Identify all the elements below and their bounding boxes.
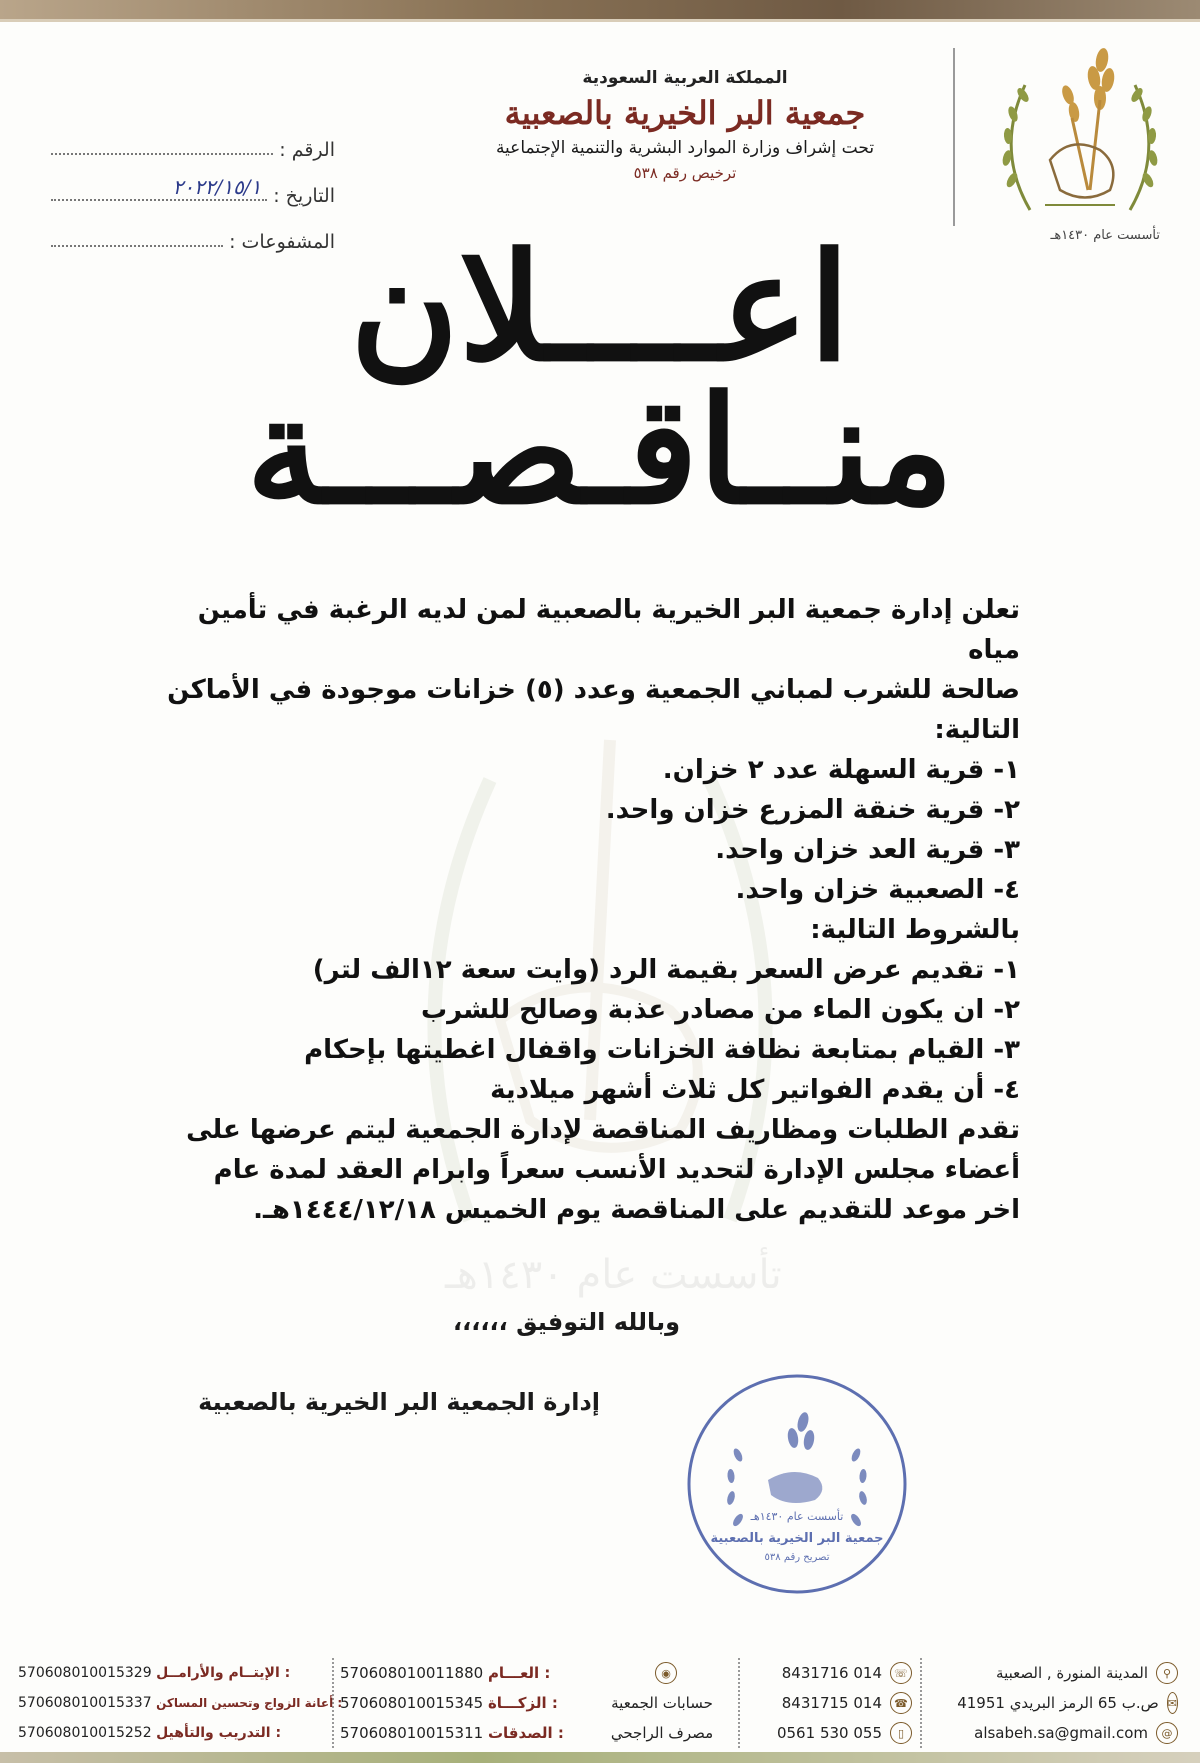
footer-mobile-row	[752, 1718, 912, 1748]
footer-email[interactable]: alsabeh.sa@gmail.com	[974, 1724, 1148, 1742]
announcement-body	[150, 590, 1020, 1230]
fax-icon: ☎	[890, 1692, 912, 1714]
account-row	[18, 1718, 330, 1748]
top-decorative-band	[0, 0, 1200, 22]
country-name: المملكة العربية السعودية	[582, 68, 788, 88]
account-number: 570608010015311	[340, 1724, 484, 1742]
footer-mobile: 055 530 0561	[776, 1724, 882, 1742]
account-number: 570608010011880	[340, 1664, 484, 1682]
announcement-title: اعــــلان	[350, 220, 850, 394]
bottom-decorative-band	[0, 1752, 1200, 1763]
footer-address-row	[968, 1658, 1178, 1688]
footer-phone-column	[752, 1658, 912, 1748]
intro-line-3: التالية:	[934, 715, 1020, 745]
footer-accounts-column-2	[18, 1658, 343, 1748]
bank-logo-icon: ◉	[655, 1662, 677, 1684]
account-number: 570608010015329	[18, 1665, 152, 1681]
phone-icon: ☏	[890, 1662, 912, 1684]
account-number: 570608010015252	[18, 1725, 152, 1741]
place-item: ٣- قرية العد خزان واحد.	[715, 835, 1020, 865]
bank-name: مصرف الراجحي	[610, 1724, 714, 1742]
tender-title: منــاقـصـــة	[246, 363, 954, 537]
attachments-label: المشفوعات :	[229, 231, 335, 253]
footer-address: المدينة المنورة , الصعبية	[996, 1664, 1148, 1682]
license-number: ترخيص رقم ٥٣٨	[633, 164, 737, 182]
wheat-wreath-logo-icon	[990, 40, 1170, 240]
stamp-name-text: جمعية البر الخيرية بالصعبية	[710, 1531, 884, 1546]
account-row	[18, 1658, 330, 1688]
account-label: التدريب والتأهيل :	[156, 1725, 282, 1741]
account-label: الإيتــام والأرامــل :	[156, 1665, 291, 1681]
letterhead	[0, 40, 1200, 253]
condition-item: ٢- ان يكون الماء من مصادر عذبة وصالح للشرب	[421, 995, 1020, 1025]
number-field	[45, 115, 335, 161]
at-sign-icon: @	[1156, 1722, 1178, 1744]
footer-accounts-column-1	[340, 1658, 588, 1748]
organization-block	[425, 68, 945, 182]
intro-line-1: تعلن إدارة جمعية البر الخيرية بالصعبية لمن لديه الرغبة في تأمين مياه	[197, 595, 1020, 665]
date-field	[45, 161, 335, 207]
footer-bank-icon-row	[592, 1658, 732, 1688]
place-item: ١- قرية السهلة عدد ٢ خزان.	[662, 755, 1020, 785]
condition-item: ٤- أن يقدم الفواتير كل ثلاث أشهر ميلادية	[490, 1075, 1020, 1105]
condition-item: ١- تقديم عرض السعر بقيمة الرد (وايت سعة ١٢الف لتر)	[312, 955, 1020, 985]
deadline-line: اخر موعد للتقديم على المناقصة يوم الخميس ١٤٤٤/١٢/١٨هـ.	[253, 1195, 1020, 1225]
mobile-phone-icon: ▯	[890, 1722, 912, 1744]
closing-phrase: وبالله التوفيق ،،،،،،	[453, 1308, 680, 1336]
account-label: أعانة الزواج وتحسين المساكن :	[156, 1696, 343, 1710]
header-divider	[953, 48, 955, 226]
conditions-heading: بالشروط التالية:	[810, 915, 1020, 945]
date-dotted-line	[51, 175, 267, 201]
number-label: الرقم :	[279, 139, 335, 161]
footer-phone1-row	[752, 1658, 912, 1688]
submission-line-1: تقدم الطلبات ومظاريف المناقصة لإدارة الجمعية ليتم عرضها على	[186, 1115, 1020, 1145]
supervision-line: تحت إشراف وزارة الموارد البشرية والتنمية الإجتماعية	[495, 138, 875, 158]
stamp-license-text: تصريح رقم ٥٣٨	[764, 1552, 830, 1563]
account-number: 570608010015337	[18, 1695, 152, 1711]
watermark-caption: تأسست عام ١٤٣٠هـ	[445, 1252, 782, 1298]
footer-phone2-row	[752, 1688, 912, 1718]
logo-caption: تأسست عام ١٤٣٠هـ	[1050, 228, 1160, 243]
account-row	[340, 1688, 588, 1718]
footer-email-row	[968, 1718, 1178, 1748]
mailbox-icon: ✉	[1167, 1692, 1178, 1714]
date-label: التاريخ :	[273, 185, 335, 207]
footer-separator	[738, 1658, 741, 1748]
place-item: ٤- الصعبية خزان واحد.	[735, 875, 1020, 905]
accounts-title: حسابات الجمعية	[611, 1694, 713, 1712]
account-label: الزكـــاة :	[487, 1694, 558, 1712]
number-dotted-line	[51, 139, 273, 155]
letter-footer	[0, 1640, 1200, 1758]
footer-address-column	[957, 1658, 1178, 1748]
submission-line-2: أعضاء مجلس الإدارة لتحديد الأنسب سعراً وابرام العقد لمدة عام	[213, 1155, 1020, 1185]
location-pin-icon: ⚲	[1156, 1662, 1178, 1684]
intro-line-2: صالحة للشرب لمباني الجمعية وعدد (٥) خزانات موجودة في الأماكن	[167, 675, 1020, 705]
account-number: 570608010015345	[340, 1694, 484, 1712]
handwritten-date: ٢٠٢٢/١٥/١	[172, 175, 262, 199]
footer-phone1: 014 8431716	[781, 1664, 882, 1682]
stamp-year-text: تأسست عام ١٤٣٠هـ	[750, 1510, 844, 1523]
account-label: العـــام :	[487, 1664, 551, 1682]
account-row	[18, 1688, 343, 1718]
organization-name: جمعية البر الخيرية بالصعبية	[504, 94, 866, 132]
place-item: ٢- قرية خنقة المزرع خزان واحد.	[605, 795, 1020, 825]
account-row	[340, 1658, 588, 1688]
account-label: الصدقات :	[487, 1724, 564, 1742]
condition-item: ٣- القيام بمتابعة نظافة الخزانات واقفال اغطيتها بإحكام	[304, 1035, 1020, 1065]
official-stamp-icon	[683, 1370, 911, 1598]
footer-separator	[920, 1658, 923, 1748]
footer-phone2: 014 8431715	[781, 1694, 882, 1712]
footer-pobox: ص.ب 65 الرمز البريدي 41951	[957, 1694, 1159, 1712]
footer-pobox-row	[957, 1688, 1178, 1718]
footer-bank-column	[592, 1658, 732, 1748]
account-row	[340, 1718, 588, 1748]
signature-line: إدارة الجمعية البر الخيرية بالصعبية	[198, 1388, 600, 1416]
